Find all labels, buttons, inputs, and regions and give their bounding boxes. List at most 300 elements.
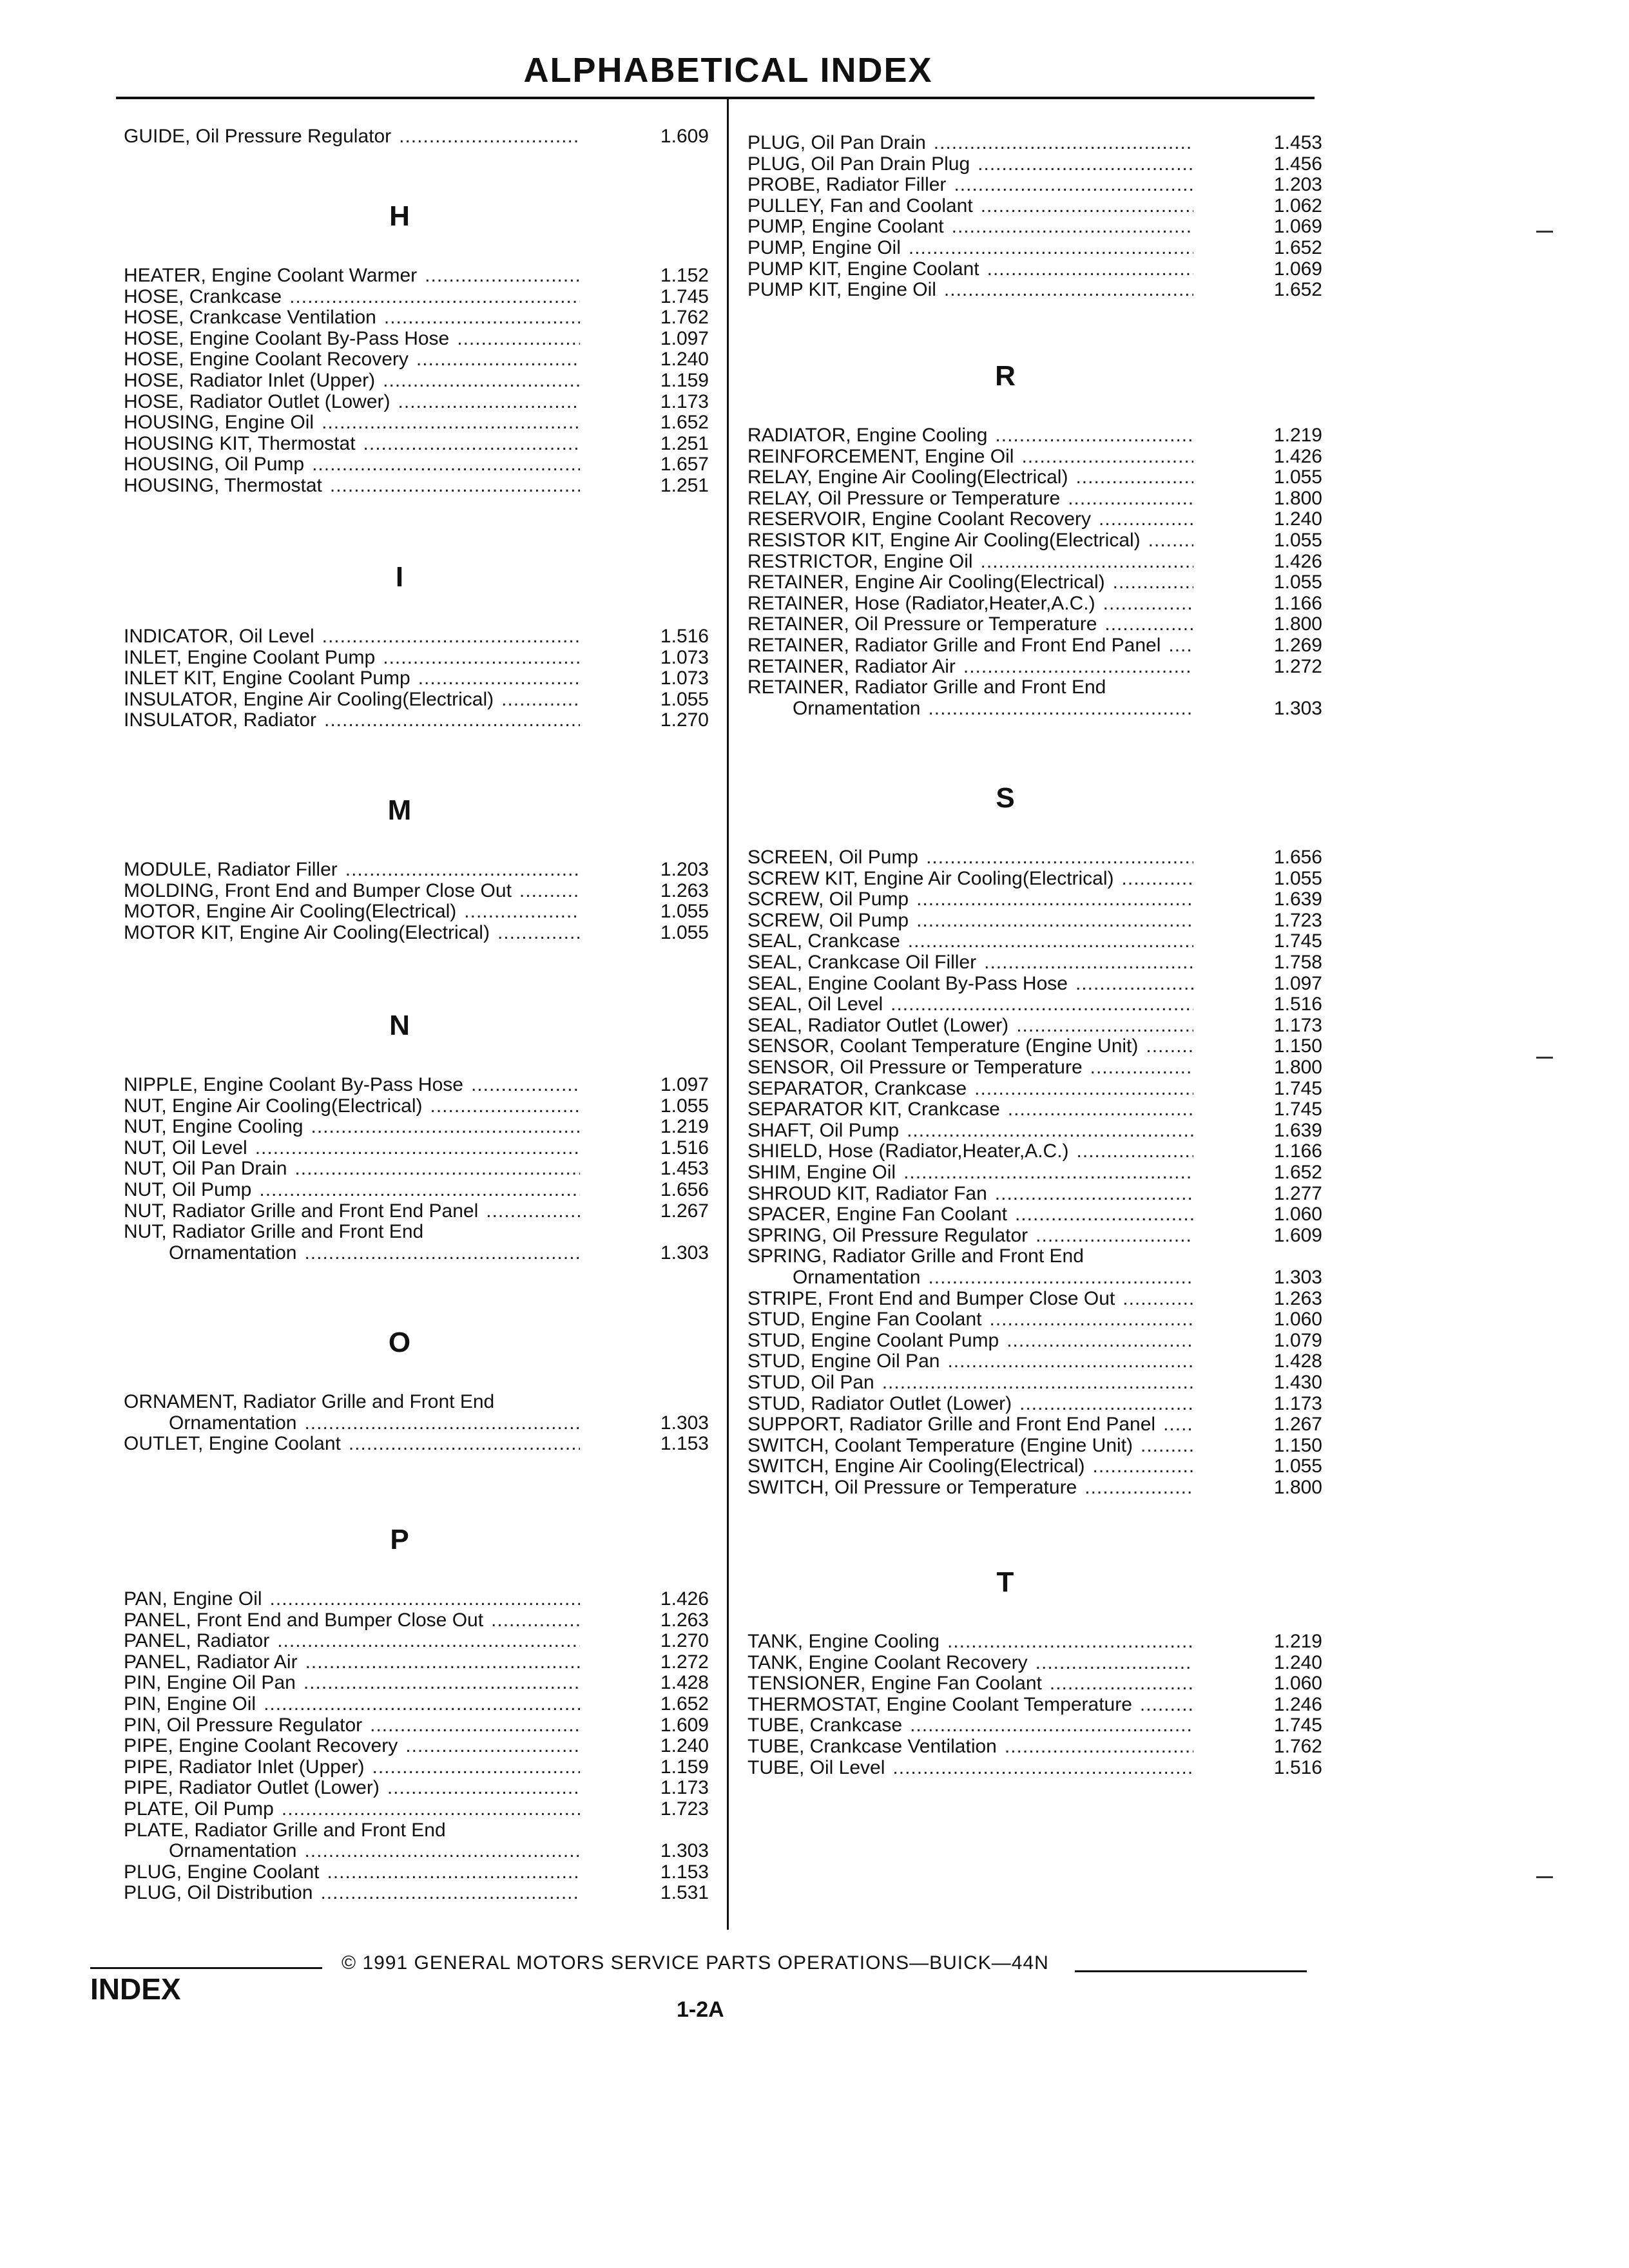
entry-name: SENSOR, Coolant Temperature (Engine Unit)	[747, 1035, 1139, 1057]
entry-name: SHROUD KIT, Radiator Fan	[747, 1182, 987, 1204]
index-entry	[124, 1158, 709, 1179]
entry-page-number: 1.270	[660, 1630, 709, 1652]
entry-page-number: 1.745	[1273, 1077, 1322, 1099]
index-entry	[747, 847, 1322, 868]
entry-page-number: 1.639	[1273, 1119, 1322, 1141]
entry-name: RETAINER, Hose (Radiator,Heater,A.C.)	[747, 592, 1095, 614]
dot-leader	[1068, 488, 1193, 509]
entry-name: PLUG, Oil Pan Drain	[747, 132, 926, 153]
entry-page-number: 1.428	[1273, 1350, 1322, 1372]
index-entry	[124, 689, 709, 710]
dot-leader	[405, 1736, 580, 1756]
index-entry	[747, 974, 1322, 994]
entry-name: NUT, Engine Cooling	[124, 1116, 304, 1138]
entry-page-number: 1.426	[660, 1588, 709, 1610]
dot-leader	[259, 1180, 580, 1200]
entry-name: PLATE, Oil Pump	[124, 1798, 274, 1820]
dot-leader	[934, 133, 1193, 153]
index-entry	[124, 1694, 709, 1715]
dot-leader	[322, 626, 580, 647]
dot-leader	[928, 698, 1193, 719]
entry-name: HOSE, Radiator Outlet (Lower)	[124, 390, 390, 412]
entry-name: INLET, Engine Coolant Pump	[124, 646, 376, 668]
index-entry	[124, 265, 709, 286]
entry-page-number: 1.516	[1273, 1756, 1322, 1778]
entry-name: SHIM, Engine Oil	[747, 1162, 896, 1183]
dot-leader	[1019, 1394, 1193, 1414]
entry-page-number: 1.173	[1273, 1014, 1322, 1036]
section-letter-i: I	[395, 561, 404, 593]
entry-name: HOSE, Engine Coolant By-Pass Hose	[124, 327, 450, 349]
entry-page-number: 1.240	[660, 349, 709, 370]
entry-page-number: 1.516	[660, 1137, 709, 1158]
dot-leader	[1140, 1695, 1193, 1715]
entry-name: PLUG, Oil Pan Drain Plug	[747, 153, 970, 175]
entry-name: SEAL, Radiator Outlet (Lower)	[747, 1014, 1009, 1036]
dot-leader	[916, 910, 1193, 931]
entry-name: PUMP KIT, Engine Oil	[747, 279, 936, 301]
entry-name: ORNAMENT, Radiator Grille and Front End	[124, 1391, 495, 1412]
entry-name: TUBE, Crankcase	[747, 1715, 903, 1736]
entry-page-number: 1.055	[1273, 867, 1322, 889]
margin-mark	[1536, 1057, 1553, 1059]
entry-page-number: 1.303	[1273, 697, 1322, 719]
entry-page-number: 1.055	[1273, 1456, 1322, 1477]
index-entry	[747, 1141, 1322, 1162]
dot-leader	[501, 689, 580, 710]
entry-name: RELAY, Oil Pressure or Temperature	[747, 487, 1061, 509]
entry-page-number: 1.097	[660, 1074, 709, 1095]
entry-page-number: 1.652	[1273, 237, 1322, 258]
entry-name: HOSE, Crankcase	[124, 285, 282, 307]
dot-leader	[1050, 1673, 1193, 1694]
dot-leader	[1141, 1436, 1193, 1456]
entry-page-number: 1.800	[1273, 487, 1322, 509]
entry-name: SCREEN, Oil Pump	[747, 847, 919, 868]
entry-name: SPRING, Radiator Grille and Front End	[747, 1245, 1084, 1267]
entry-name: SCREW, Oil Pump	[747, 909, 909, 931]
entry-page-number: 1.639	[1273, 889, 1322, 910]
index-entry	[747, 1436, 1322, 1456]
entry-name: SEAL, Crankcase	[747, 930, 900, 952]
entry-page-number: 1.426	[1273, 445, 1322, 467]
entry-name: PULLEY, Fan and Coolant	[747, 195, 973, 216]
entry-name: PANEL, Front End and Bumper Close Out	[124, 1609, 484, 1631]
entry-page-number: 1.456	[1273, 153, 1322, 175]
index-entry	[124, 1589, 709, 1610]
entry-page-number: 1.609	[1273, 1224, 1322, 1246]
entry-page-number: 1.240	[660, 1735, 709, 1757]
entry-page-number: 1.263	[660, 879, 709, 901]
entry-page-number: 1.652	[1273, 279, 1322, 301]
entry-page-number: 1.069	[1273, 258, 1322, 280]
dot-leader	[947, 1631, 1193, 1652]
entry-name: NUT, Oil Pan Drain	[124, 1158, 287, 1180]
index-entry	[747, 1184, 1322, 1204]
entry-name: NUT, Radiator Grille and Front End Panel	[124, 1200, 479, 1222]
dot-leader	[294, 1158, 580, 1179]
entry-page-number: 1.762	[660, 307, 709, 329]
entry-page-number: 1.097	[1273, 972, 1322, 994]
entry-name: SEAL, Crankcase Oil Filler	[747, 952, 977, 973]
dot-leader	[370, 1715, 580, 1736]
entry-name: SWITCH, Coolant Temperature (Engine Unit)	[747, 1434, 1133, 1456]
entry-name: Ornamentation	[169, 1412, 297, 1434]
entry-name: RETAINER, Radiator Air	[747, 655, 956, 677]
index-entry	[124, 860, 709, 880]
entry-name: HOUSING, Thermostat	[124, 475, 322, 496]
entry-name: PUMP, Engine Oil	[747, 237, 901, 258]
index-entry	[124, 434, 709, 454]
entry-page-number: 1.652	[1273, 1162, 1322, 1183]
dot-leader	[952, 216, 1193, 237]
index-entry	[124, 923, 709, 943]
dot-leader	[1015, 1204, 1193, 1225]
entry-page-number: 1.055	[1273, 530, 1322, 551]
entry-name: PIN, Oil Pressure Regulator	[124, 1714, 363, 1736]
column-divider	[727, 97, 729, 1930]
index-entry	[124, 1138, 709, 1158]
entry-page-number: 1.745	[1273, 1099, 1322, 1120]
index-entry	[124, 1862, 709, 1883]
dot-leader	[1036, 1225, 1193, 1246]
index-entry	[747, 425, 1322, 446]
index-entry	[124, 287, 709, 307]
entry-name: TUBE, Crankcase Ventilation	[747, 1736, 997, 1757]
entry-name: PUMP KIT, Engine Coolant	[747, 258, 979, 280]
dot-leader	[255, 1138, 580, 1158]
section-letter-m: M	[387, 794, 412, 826]
entry-name: GUIDE, Oil Pressure Regulator	[124, 126, 392, 147]
index-entry	[169, 1841, 709, 1861]
entry-name: Ornamentation	[793, 1267, 921, 1288]
entry-page-number: 1.723	[660, 1798, 709, 1820]
entry-name: HOSE, Crankcase Ventilation	[124, 307, 376, 329]
index-entry	[747, 552, 1322, 572]
dot-leader	[995, 1184, 1193, 1204]
entry-page-number: 1.150	[1273, 1035, 1322, 1057]
entry-page-number: 1.173	[660, 1777, 709, 1799]
margin-mark	[1536, 231, 1553, 233]
entry-page-number: 1.609	[660, 1714, 709, 1736]
dot-leader	[926, 847, 1193, 868]
entry-name: RESTRICTOR, Engine Oil	[747, 550, 973, 572]
entry-name: INSULATOR, Engine Air Cooling(Electrical)	[124, 688, 494, 710]
entry-page-number: 1.652	[660, 1693, 709, 1715]
entry-page-number: 1.055	[1273, 572, 1322, 593]
index-entry	[747, 1015, 1322, 1036]
entry-name: HOUSING, Engine Oil	[124, 412, 314, 434]
entry-page-number: 1.152	[660, 265, 709, 286]
entry-name: PIPE, Radiator Outlet (Lower)	[124, 1777, 380, 1799]
dot-leader	[387, 1778, 580, 1798]
dot-leader	[1075, 467, 1193, 488]
entry-page-number: 1.079	[1273, 1329, 1322, 1351]
dot-leader	[944, 280, 1193, 300]
dot-leader	[486, 1201, 580, 1222]
index-entry	[747, 1695, 1322, 1715]
index-entry-heading	[747, 677, 1322, 698]
entry-page-number: 1.303	[1273, 1267, 1322, 1288]
dot-leader	[399, 126, 580, 147]
section-letter-r: R	[995, 360, 1016, 392]
entry-page-number: 1.453	[1273, 132, 1322, 153]
index-entry	[124, 454, 709, 475]
index-entry	[747, 1036, 1322, 1057]
index-entry	[124, 710, 709, 731]
entry-page-number: 1.203	[1273, 174, 1322, 196]
index-entry	[124, 1652, 709, 1673]
dot-leader	[327, 1862, 580, 1883]
entry-name: Ornamentation	[169, 1242, 297, 1264]
entry-page-number: 1.652	[660, 412, 709, 434]
dot-leader	[954, 175, 1193, 195]
dot-leader	[1007, 1331, 1193, 1351]
dot-leader	[312, 454, 580, 475]
index-entry	[747, 1162, 1322, 1183]
dot-leader	[304, 1673, 580, 1693]
index-entry	[747, 1715, 1322, 1736]
entry-name: INSULATOR, Radiator	[124, 709, 316, 731]
index-entry	[124, 1201, 709, 1222]
index-entry	[747, 1631, 1322, 1652]
dot-leader	[282, 1799, 580, 1820]
dot-leader	[330, 476, 580, 496]
entry-name: PLATE, Radiator Grille and Front End	[124, 1819, 446, 1841]
index-entry	[124, 1631, 709, 1651]
entry-page-number: 1.263	[1273, 1287, 1322, 1309]
footer-copyright: © 1991 GENERAL MOTORS SERVICE PARTS OPERATIONS—BUICK—44N	[342, 1952, 1049, 1974]
entry-name: RESISTOR KIT, Engine Air Cooling(Electrical)	[747, 530, 1141, 551]
dot-leader	[1146, 1036, 1193, 1057]
entry-page-number: 1.745	[1273, 1715, 1322, 1736]
entry-name: SEPARATOR, Crankcase	[747, 1077, 967, 1099]
index-entry	[124, 1883, 709, 1903]
entry-page-number: 1.269	[1273, 635, 1322, 656]
index-entry	[747, 1331, 1322, 1351]
index-entry	[124, 1673, 709, 1693]
entry-page-number: 1.073	[660, 668, 709, 689]
entry-name: STUD, Engine Coolant Pump	[747, 1329, 999, 1351]
dot-leader	[464, 901, 580, 922]
index-entry	[124, 1799, 709, 1820]
dot-leader	[1148, 530, 1193, 551]
entry-page-number: 1.723	[1273, 909, 1322, 931]
entry-page-number: 1.303	[660, 1412, 709, 1434]
entry-name: NUT, Engine Air Cooling(Electrical)	[124, 1095, 423, 1117]
index-entry	[747, 1456, 1322, 1477]
dot-leader	[383, 648, 580, 668]
index-entry	[169, 1243, 709, 1264]
index-entry	[124, 1736, 709, 1756]
index-entry	[124, 1117, 709, 1137]
entry-name: SCREW, Oil Pump	[747, 889, 909, 910]
index-entry	[747, 614, 1322, 635]
dot-leader	[320, 1883, 580, 1903]
dot-leader	[384, 307, 580, 328]
entry-name: PROBE, Radiator Filler	[747, 174, 947, 196]
entry-page-number: 1.240	[1273, 508, 1322, 530]
entry-page-number: 1.303	[660, 1840, 709, 1862]
entry-name: SEPARATOR KIT, Crankcase	[747, 1099, 1000, 1120]
entry-page-number: 1.272	[660, 1651, 709, 1673]
index-entry	[747, 509, 1322, 530]
index-entry	[747, 133, 1322, 153]
dot-leader	[305, 1652, 580, 1673]
dot-leader	[264, 1694, 580, 1715]
index-entry	[124, 476, 709, 496]
entry-page-number: 1.055	[660, 921, 709, 943]
index-entry	[747, 1079, 1322, 1099]
entry-name: SEAL, Engine Coolant By-Pass Hose	[747, 972, 1068, 994]
dot-leader	[383, 370, 580, 391]
entry-page-number: 1.656	[1273, 847, 1322, 868]
index-entry	[747, 259, 1322, 280]
entry-name: SHIELD, Hose (Radiator,Heater,A.C.)	[747, 1140, 1069, 1162]
entry-page-number: 1.166	[1273, 592, 1322, 614]
index-entry	[124, 648, 709, 668]
section-letter-s: S	[996, 782, 1015, 814]
index-entry	[747, 280, 1322, 300]
entry-page-number: 1.173	[660, 390, 709, 412]
index-entry-heading	[124, 1820, 709, 1841]
entry-name: PIN, Engine Oil Pan	[124, 1672, 296, 1694]
entry-name: NUT, Oil Level	[124, 1137, 247, 1158]
entry-name: NUT, Oil Pump	[124, 1179, 252, 1200]
dot-leader	[1093, 1456, 1194, 1477]
dot-leader	[289, 287, 580, 307]
dot-leader	[1099, 509, 1193, 530]
entry-name: NIPPLE, Engine Coolant By-Pass Hose	[124, 1074, 463, 1095]
dot-leader	[363, 434, 580, 454]
dot-leader	[270, 1589, 580, 1610]
entry-page-number: 1.430	[1273, 1372, 1322, 1393]
dot-leader	[981, 552, 1193, 572]
index-entry	[124, 668, 709, 689]
index-entry	[747, 1394, 1322, 1414]
dot-leader	[908, 931, 1193, 952]
dot-leader	[963, 657, 1193, 677]
entry-page-number: 1.453	[660, 1158, 709, 1180]
entry-name: MOTOR, Engine Air Cooling(Electrical)	[124, 901, 457, 923]
entry-name: PIPE, Engine Coolant Recovery	[124, 1735, 398, 1757]
dot-leader	[1113, 572, 1193, 593]
index-entry	[747, 1309, 1322, 1330]
entry-name: STUD, Engine Oil Pan	[747, 1350, 940, 1372]
entry-name: SPACER, Engine Fan Coolant	[747, 1204, 1007, 1225]
dot-leader	[1016, 1015, 1193, 1036]
entry-page-number: 1.173	[1273, 1392, 1322, 1414]
footer-rule-right	[1075, 1970, 1307, 1972]
entry-page-number: 1.270	[660, 709, 709, 731]
index-entry	[747, 1204, 1322, 1225]
entry-page-number: 1.251	[660, 475, 709, 496]
page-title: ALPHABETICAL INDEX	[523, 51, 933, 90]
dot-leader	[909, 238, 1193, 258]
entry-name: Ornamentation	[793, 697, 921, 719]
entry-page-number: 1.060	[1273, 1204, 1322, 1225]
index-entry	[124, 1096, 709, 1117]
entry-page-number: 1.277	[1273, 1182, 1322, 1204]
entry-page-number: 1.055	[660, 901, 709, 923]
dot-leader	[1036, 1653, 1193, 1673]
index-entry	[747, 593, 1322, 614]
dot-leader	[947, 1351, 1193, 1372]
dot-leader	[882, 1372, 1193, 1393]
dot-leader	[891, 994, 1193, 1015]
dot-leader	[497, 923, 580, 943]
section-letter-n: N	[389, 1010, 410, 1041]
index-entry	[747, 467, 1322, 488]
entry-name: RESERVOIR, Engine Coolant Recovery	[747, 508, 1092, 530]
dot-leader	[304, 1243, 580, 1264]
dot-leader	[457, 329, 580, 349]
index-entry-heading	[124, 1222, 709, 1242]
index-entry	[793, 1267, 1322, 1288]
entry-name: SEAL, Oil Level	[747, 994, 883, 1015]
entry-name: SWITCH, Oil Pressure or Temperature	[747, 1477, 1077, 1498]
dot-leader	[1168, 635, 1193, 656]
entry-name: THERMOSTAT, Engine Coolant Temperature	[747, 1693, 1132, 1715]
entry-page-number: 1.153	[660, 1433, 709, 1455]
entry-name: RADIATOR, Engine Cooling	[747, 425, 988, 446]
entry-page-number: 1.800	[1273, 1057, 1322, 1078]
index-entry	[124, 307, 709, 328]
dot-leader	[1163, 1414, 1193, 1435]
dot-leader	[1123, 1289, 1193, 1309]
entry-page-number: 1.219	[1273, 1631, 1322, 1652]
dot-leader	[418, 668, 580, 689]
index-entry	[747, 657, 1322, 677]
entry-page-number: 1.055	[1273, 466, 1322, 488]
entry-page-number: 1.531	[660, 1882, 709, 1904]
entry-name: INDICATOR, Oil Level	[124, 626, 314, 647]
section-letter-o: O	[388, 1327, 411, 1358]
entry-name: HOUSING, Oil Pump	[124, 454, 305, 476]
index-entry	[747, 572, 1322, 593]
entry-name: MODULE, Radiator Filler	[124, 859, 338, 880]
entry-name: TANK, Engine Cooling	[747, 1631, 940, 1652]
entry-page-number: 1.166	[1273, 1140, 1322, 1162]
entry-name: SWITCH, Engine Air Cooling(Electrical)	[747, 1456, 1085, 1477]
entry-name: TENSIONER, Engine Fan Coolant	[747, 1673, 1042, 1695]
index-entry	[747, 1351, 1322, 1372]
index-entry	[747, 154, 1322, 175]
entry-page-number: 1.060	[1273, 1309, 1322, 1331]
entry-page-number: 1.800	[1273, 1477, 1322, 1498]
dot-leader	[892, 1758, 1193, 1778]
index-entry	[747, 869, 1322, 889]
dot-leader	[928, 1267, 1193, 1288]
footer-page-number: 1-2A	[677, 1997, 724, 2022]
index-entry-heading	[747, 1246, 1322, 1267]
entry-name: MOLDING, Front End and Bumper Close Out	[124, 879, 512, 901]
entry-name: PLUG, Engine Coolant	[124, 1861, 320, 1883]
index-entry	[747, 910, 1322, 931]
index-entry	[124, 881, 709, 901]
entry-name: RETAINER, Oil Pressure or Temperature	[747, 613, 1097, 635]
entry-page-number: 1.246	[1273, 1693, 1322, 1715]
dot-leader	[1090, 1057, 1193, 1078]
dot-leader	[974, 1079, 1193, 1099]
index-entry	[793, 698, 1322, 719]
section-letter-t: T	[996, 1566, 1014, 1598]
entry-page-number: 1.062	[1273, 195, 1322, 216]
entry-name: INLET KIT, Engine Coolant Pump	[124, 668, 410, 689]
dot-leader	[907, 1120, 1193, 1141]
dot-leader	[1021, 447, 1193, 467]
footer-rule-left	[90, 1967, 322, 1969]
